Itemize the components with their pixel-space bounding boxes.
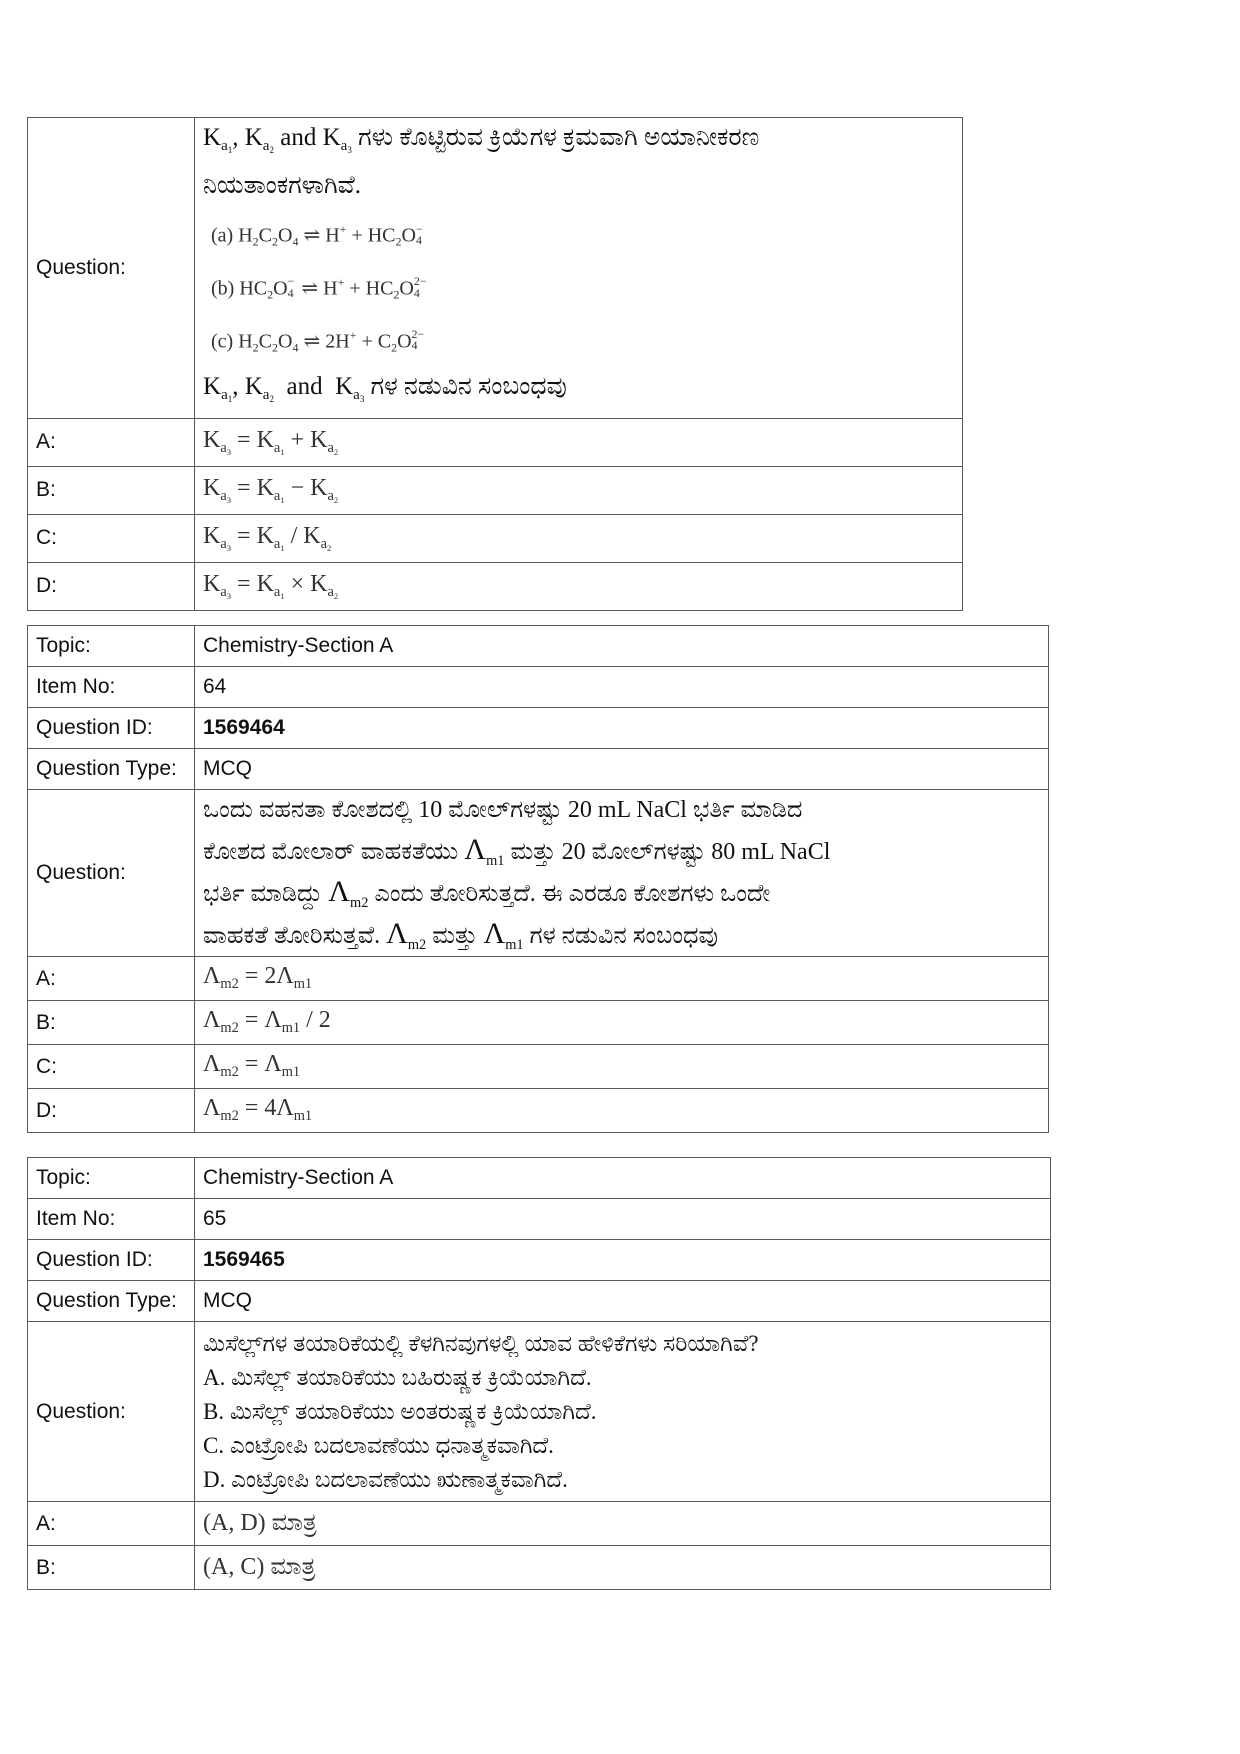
topic-value: Chemistry-Section A <box>195 1158 1051 1199</box>
question-label: Question: <box>28 1322 195 1502</box>
statement-c: C. ಎಂಟ್ರೋಪಿ ಬದಲಾವಣೆಯು ಧನಾತ್ಮಕವಾಗಿದೆ. <box>203 1432 554 1458</box>
question-body <box>195 790 1049 957</box>
option-b-value: (A, C) ಮಾತ್ರ <box>195 1546 1051 1590</box>
statement-a: A. ಮಿಸೆಲ್ಲ್ ತಯಾರಿಕೆಯು ಬಹಿರುಷ್ಣಕ ಕ್ರಿಯೆಯಾಗಿದೆ. <box>203 1364 592 1390</box>
item-no-value: 65 <box>195 1199 1051 1240</box>
option-d-label: D: <box>28 562 195 610</box>
option-c-label: C: <box>28 514 195 562</box>
question-line-1: ಮಿಸೆಲ್ಲ್‌ಗಳ ತಯಾರಿಕೆಯಲ್ಲಿ ಕೆಳಗಿನವುಗಳಲ್ಲಿ ಯಾವ ಹೇಳಿಕೆಗಳು ಸರಿಯಾಗಿವೆ? <box>203 1330 759 1356</box>
question-line-4: ವಾಹಕತೆ ತೋರಿಸುತ್ತವೆ. Λm2 ಮತ್ತು Λm1 ಗಳ ನಡುವಿನ ಸಂಬಂಧವು <box>203 917 719 954</box>
statement-d: D. ಎಂಟ್ರೋಪಿ ಬದಲಾವಣೆಯು ಋಣಾತ್ಮಕವಾಗಿದೆ. <box>203 1466 568 1492</box>
question-table-63 <box>27 117 963 611</box>
option-d-value: $K_{a_3} = K_{a_1} \times K_{a_2}$ <box>195 562 963 610</box>
question-body <box>195 1322 1051 1502</box>
question-table-64 <box>27 625 1049 1133</box>
question-line-2: ಕೋಶದ ಮೋಲಾರ್ ವಾಹಕತೆಯು Λm1 ಮತ್ತು 20 ಮೋಲ್‌ಗಳಷ್ಟು 80 mL NaCl <box>203 833 831 870</box>
question-id-label: Question ID: <box>28 1240 195 1281</box>
question-label: Question: <box>28 118 195 419</box>
topic-label: Topic: <box>28 626 195 667</box>
option-b-label: B: <box>28 1001 195 1045</box>
topic-value: Chemistry-Section A <box>195 626 1049 667</box>
equation-c: (c) $H_2C_2O_4$ ⇌ $2H^+ + C_2O$ 2− 4 <box>211 326 425 355</box>
option-a-label: A: <box>28 418 195 466</box>
topic-label: Topic: <box>28 1158 195 1199</box>
option-c-value: $K_{a_3} = K_{a_1} / K_{a_2}$ <box>195 514 963 562</box>
item-no-label: Item No: <box>28 1199 195 1240</box>
option-c-value: $\Lambda_{m2} = \Lambda_{m1}$ <box>195 1045 1049 1089</box>
question-relation-text: ಗಳ ನಡುವಿನ ಸಂಬಂಧವು <box>370 373 567 401</box>
question-label: Question: <box>28 790 195 957</box>
question-type-label: Question Type: <box>28 1281 195 1322</box>
question-intro-line2: ನಿಯತಾಂಕಗಳಾಗಿವೆ. <box>203 172 361 200</box>
question-type-value: MCQ <box>195 1281 1051 1322</box>
question-line-3: ಭರ್ತಿ ಮಾಡಿದ್ದು Λm2 ಎಂದು ತೋರಿಸುತ್ತದೆ. ಈ ಎರಡೂ ಕೋಶಗಳು ಒಂದೇ <box>203 875 771 912</box>
question-id-label: Question ID: <box>28 708 195 749</box>
question-type-value: MCQ <box>195 749 1049 790</box>
item-no-label: Item No: <box>28 667 195 708</box>
option-a-value: $K_{a_3} = K_{a_1} + K_{a_2}$ <box>195 418 963 466</box>
item-no-value: 64 <box>195 667 1049 708</box>
question-table-65 <box>27 1157 1051 1590</box>
statement-b: B. ಮಿಸೆಲ್ಲ್ ತಯಾರಿಕೆಯು ಅಂತರುಷ್ಣಕ ಕ್ರಿಯೆಯಾಗಿದೆ. <box>203 1398 597 1424</box>
option-d-label: D: <box>28 1089 195 1133</box>
option-b-value: $\Lambda_{m2} = \Lambda_{m1} / 2$ <box>195 1001 1049 1045</box>
option-a-label: A: <box>28 1502 195 1546</box>
question-id-value: 1569464 <box>195 708 1049 749</box>
equation-b: (b) $HC_2O$ − 4 ⇌ $H^+ + HC_2O$ 2− 4 <box>211 274 427 302</box>
question-type-label: Question Type: <box>28 749 195 790</box>
option-a-label: A: <box>28 957 195 1001</box>
option-d-value: $\Lambda_{m2} = 4\Lambda_{m1}$ <box>195 1089 1049 1133</box>
option-b-label: B: <box>28 1546 195 1590</box>
option-a-value: $\Lambda_{m2} = 2\Lambda_{m1}$ <box>195 957 1049 1001</box>
option-b-value: $K_{a_3} = K_{a_1} - K_{a_2}$ <box>195 466 963 514</box>
question-id-value: 1569465 <box>195 1240 1051 1281</box>
ka-symbols: $K_{a_1}$, $K_{a_2}$ and $K_{a_3}$ <box>203 124 352 156</box>
option-a-value: (A, D) ಮಾತ್ರ <box>195 1502 1051 1546</box>
question-line-1: ಒಂದು ವಹನತಾ ಕೋಶದಲ್ಲಿ 10 ಮೋಲ್‌ಗಳಷ್ಟು 20 mL NaCl ಭರ್ತಿ ಮಾಡಿದ <box>203 797 803 823</box>
question-intro-text: ಗಳು ಕೊಟ್ಟಿರುವ ಕ್ರಿಯೆಗಳ ಕ್ರಮವಾಗಿ ಅಯಾನೀಕರಣ <box>358 124 760 151</box>
option-c-label: C: <box>28 1045 195 1089</box>
ka-symbols-relation: $K_{a_1}$, $K_{a_2}$ and $K_{a_3}$ <box>203 373 365 405</box>
equation-a: (a) $H_2C_2O_4$ ⇌ $H^+ + HC_2O$ − 4 <box>211 221 423 249</box>
question-body <box>195 118 963 419</box>
option-b-label: B: <box>28 466 195 514</box>
